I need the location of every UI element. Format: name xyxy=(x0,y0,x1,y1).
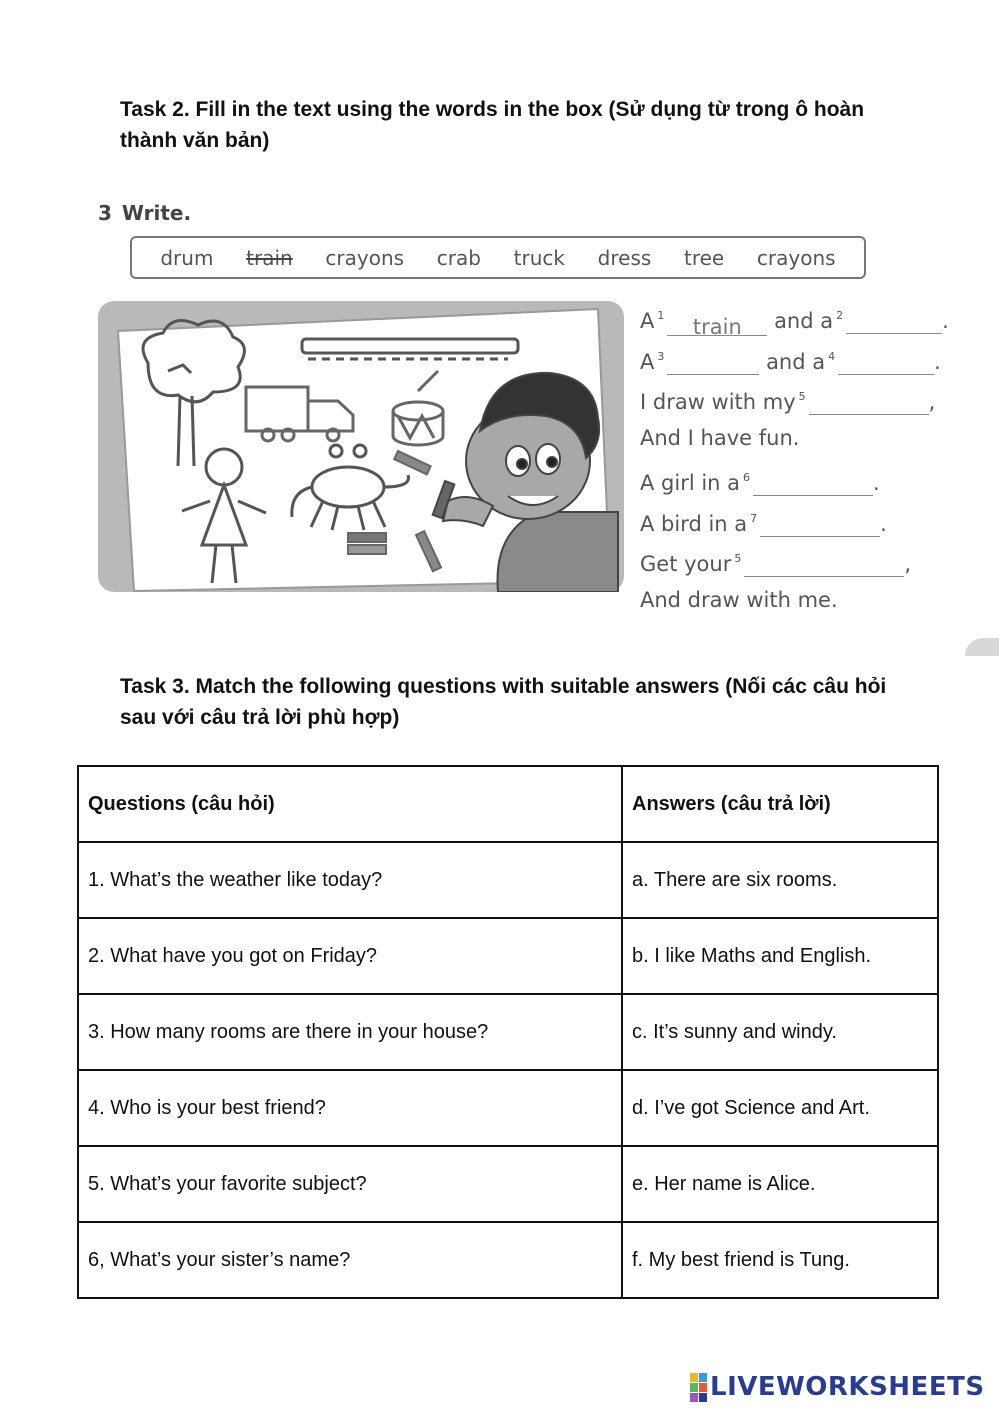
poem-text: A girl in a xyxy=(640,471,741,495)
answer-blank[interactable] xyxy=(744,548,904,577)
table-row xyxy=(78,1146,938,1222)
word-box-item: crab xyxy=(436,245,481,270)
poem-line xyxy=(640,499,990,540)
liveworksheets-logo xyxy=(690,1372,985,1402)
question-cell[interactable]: 3. How many rooms are there in your house? xyxy=(78,994,622,1070)
logo-text: LIVEWORKSHEETS xyxy=(710,1372,985,1402)
table-row xyxy=(78,1222,938,1298)
table-row xyxy=(78,994,938,1070)
answers-header: Answers (câu trả lời) xyxy=(622,766,938,842)
exercise-number: 3 xyxy=(98,201,112,225)
answer-blank[interactable] xyxy=(846,305,942,334)
word-box-item: crayons xyxy=(325,245,405,270)
answer-cell[interactable]: b. I like Maths and English. xyxy=(622,918,938,994)
task3-title: Task 3. Match the following questions with suitable answers (Nối các câu hỏi sau với câu trả lời phù hợp) xyxy=(120,675,887,729)
blank-number: 1 xyxy=(657,309,665,322)
blank-number: 5 xyxy=(798,390,806,403)
answer-blank[interactable]: train xyxy=(667,307,767,336)
table-row xyxy=(78,918,938,994)
questions-header: Questions (câu hỏi) xyxy=(78,766,622,842)
question-cell[interactable]: 5. What’s your favorite subject? xyxy=(78,1146,622,1222)
poem-text: . xyxy=(934,349,941,374)
page-corner-shape xyxy=(965,638,999,656)
question-cell[interactable]: 4. Who is your best friend? xyxy=(78,1070,622,1146)
poem-text: . xyxy=(873,471,880,495)
blank-number: 5 xyxy=(734,552,742,565)
word-box-item: drum xyxy=(160,245,214,270)
task2-title: Task 2. Fill in the text using the words in the box (Sử dụng từ trong ô hoàn thành văn bản) xyxy=(120,98,865,152)
drawing-illustration xyxy=(98,301,624,592)
word-box-item: crayons xyxy=(756,245,836,270)
answer-cell[interactable]: e. Her name is Alice. xyxy=(622,1146,938,1222)
poem-line xyxy=(640,296,990,337)
poem-text: I draw with my xyxy=(640,390,796,414)
poem-line: And I have fun. xyxy=(640,425,800,450)
logo-mark-icon xyxy=(690,1373,707,1402)
poem-text: , xyxy=(904,552,912,576)
poem-line xyxy=(640,337,990,378)
poem-line xyxy=(640,458,990,499)
answer-cell[interactable]: c. It’s sunny and windy. xyxy=(622,994,938,1070)
answer-cell[interactable]: a. There are six rooms. xyxy=(622,842,938,918)
answer-blank[interactable] xyxy=(838,346,934,375)
word-box-item: truck xyxy=(513,245,565,270)
answer-cell[interactable]: f. My best friend is Tung. xyxy=(622,1222,938,1298)
poem-text: . xyxy=(942,309,949,333)
matching-table xyxy=(77,765,939,1299)
poem-text: . xyxy=(880,511,887,536)
poem-text: and a xyxy=(766,349,826,374)
table-row xyxy=(78,842,938,918)
table-row xyxy=(78,1070,938,1146)
word-box xyxy=(130,236,866,279)
question-cell[interactable]: 2. What have you got on Friday? xyxy=(78,918,622,994)
poem-text: A bird in a xyxy=(640,511,748,536)
answer-blank[interactable] xyxy=(809,386,929,415)
poem xyxy=(640,296,990,620)
answer-blank[interactable] xyxy=(753,467,873,496)
poem-line xyxy=(640,539,990,580)
poem-line: And draw with me. xyxy=(640,587,838,612)
table-header-row xyxy=(78,766,938,842)
blank-number: 3 xyxy=(657,349,665,363)
poem-text: , xyxy=(928,390,936,414)
word-box-item: train xyxy=(246,245,293,270)
blank-number: 2 xyxy=(836,309,844,322)
word-box-item: tree xyxy=(683,245,725,270)
blank-number: 7 xyxy=(750,511,758,525)
blank-number: 6 xyxy=(743,471,751,484)
answer-blank[interactable] xyxy=(760,508,880,537)
poem-text: A xyxy=(640,309,655,333)
poem-text: A xyxy=(640,349,655,374)
exercise-heading xyxy=(98,201,191,225)
poem-text: Get your xyxy=(640,552,732,576)
poem-line xyxy=(640,377,990,418)
question-cell[interactable]: 1. What’s the weather like today? xyxy=(78,842,622,918)
question-cell[interactable]: 6, What’s your sister’s name? xyxy=(78,1222,622,1298)
answer-blank[interactable] xyxy=(667,346,759,375)
poem-text: and a xyxy=(774,309,834,333)
exercise-heading-text: Write. xyxy=(121,201,192,225)
answer-cell[interactable]: d. I’ve got Science and Art. xyxy=(622,1070,938,1146)
word-box-item: dress xyxy=(597,245,652,270)
blank-number: 4 xyxy=(828,349,836,363)
